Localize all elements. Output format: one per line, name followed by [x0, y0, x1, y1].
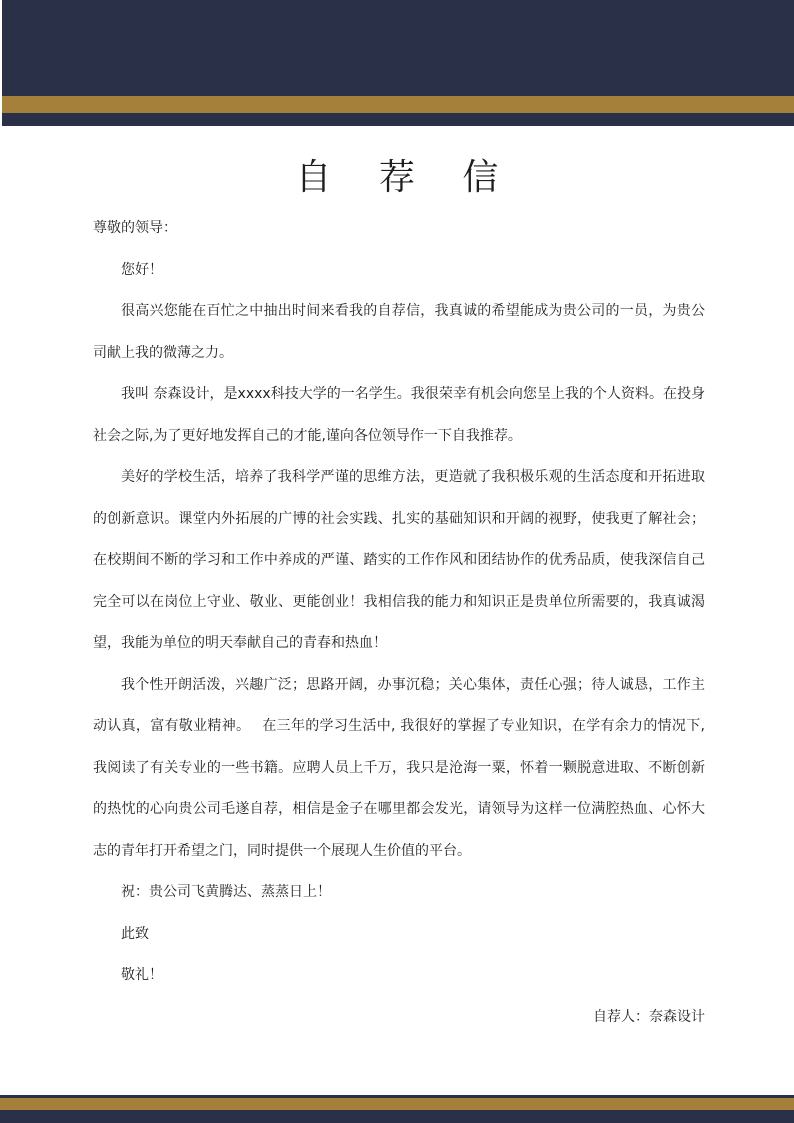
paragraph-self-introduction: 我叫 奈森设计，是xxxx科技大学的一名学生。我很荣幸有机会向您呈上我的个人资料。在投身社会之际,为了更好地发挥自己的才能,谨向各位领导作一下自我推荐。 — [93, 386, 705, 444]
paragraph-regards: 敬礼！ — [121, 967, 163, 983]
paragraph-education: 美好的学校生活，培养了我科学严谨的思维方法，更造就了我积极乐观的生活态度和开拓进取的创新意识。课堂内外拓展的广博的社会实践、扎实的基础知识和开阔的视野，使我更了解社会；在校期间不断的学习和工作中养成的严谨、踏实的工作作风和团结协作的优秀品质，使我深信自己完全可以在岗位上守业、敬业、更能创业！我相信我的能力和知识正是贵单位所需要的，我真诚渴望，我能为单位的明天奉献自己的青春和热血！ — [93, 469, 705, 651]
header-gold-stripe — [2, 96, 794, 113]
paragraph-personality: 我个性开朗活泼，兴趣广泛；思路开阔，办事沉稳；关心集体，责任心强；待人诚恳，工作主动认真，富有敬业精神。 在三年的学习生活中, 我很好的掌握了专业知识，在学有余力的情况下,我阅读了有关专业的一些书籍。应聘人员上千万，我只是沧海一粟，怀着一颗脱意进取、不断创新的热忱的心向贵公司毛遂自荐，相信是金子在哪里都会发光，请领导为这样一位满腔热血、心怀大志的青年打开希望之门，同时提供一个展现人生价值的平台。 — [93, 676, 705, 859]
footer-gold-stripe — [0, 1098, 794, 1110]
page-title: 自 荐 信 — [295, 157, 517, 198]
signature: 自荐人：奈森设计 — [593, 1008, 705, 1025]
letter-body — [93, 208, 705, 1038]
paragraph-greeting: 您好！ — [121, 261, 163, 278]
paragraph-intro: 很高兴您能在百忙之中抽出时间来看我的自荐信，我真诚的希望能成为贵公司的一员，为贵公司献上我的微薄之力。 — [93, 303, 705, 361]
paragraph-closing: 此致 — [121, 925, 149, 942]
salutation: 尊敬的领导： — [93, 220, 177, 236]
paragraph-wishes: 祝：贵公司飞黄腾达、蒸蒸日上！ — [121, 884, 331, 900]
